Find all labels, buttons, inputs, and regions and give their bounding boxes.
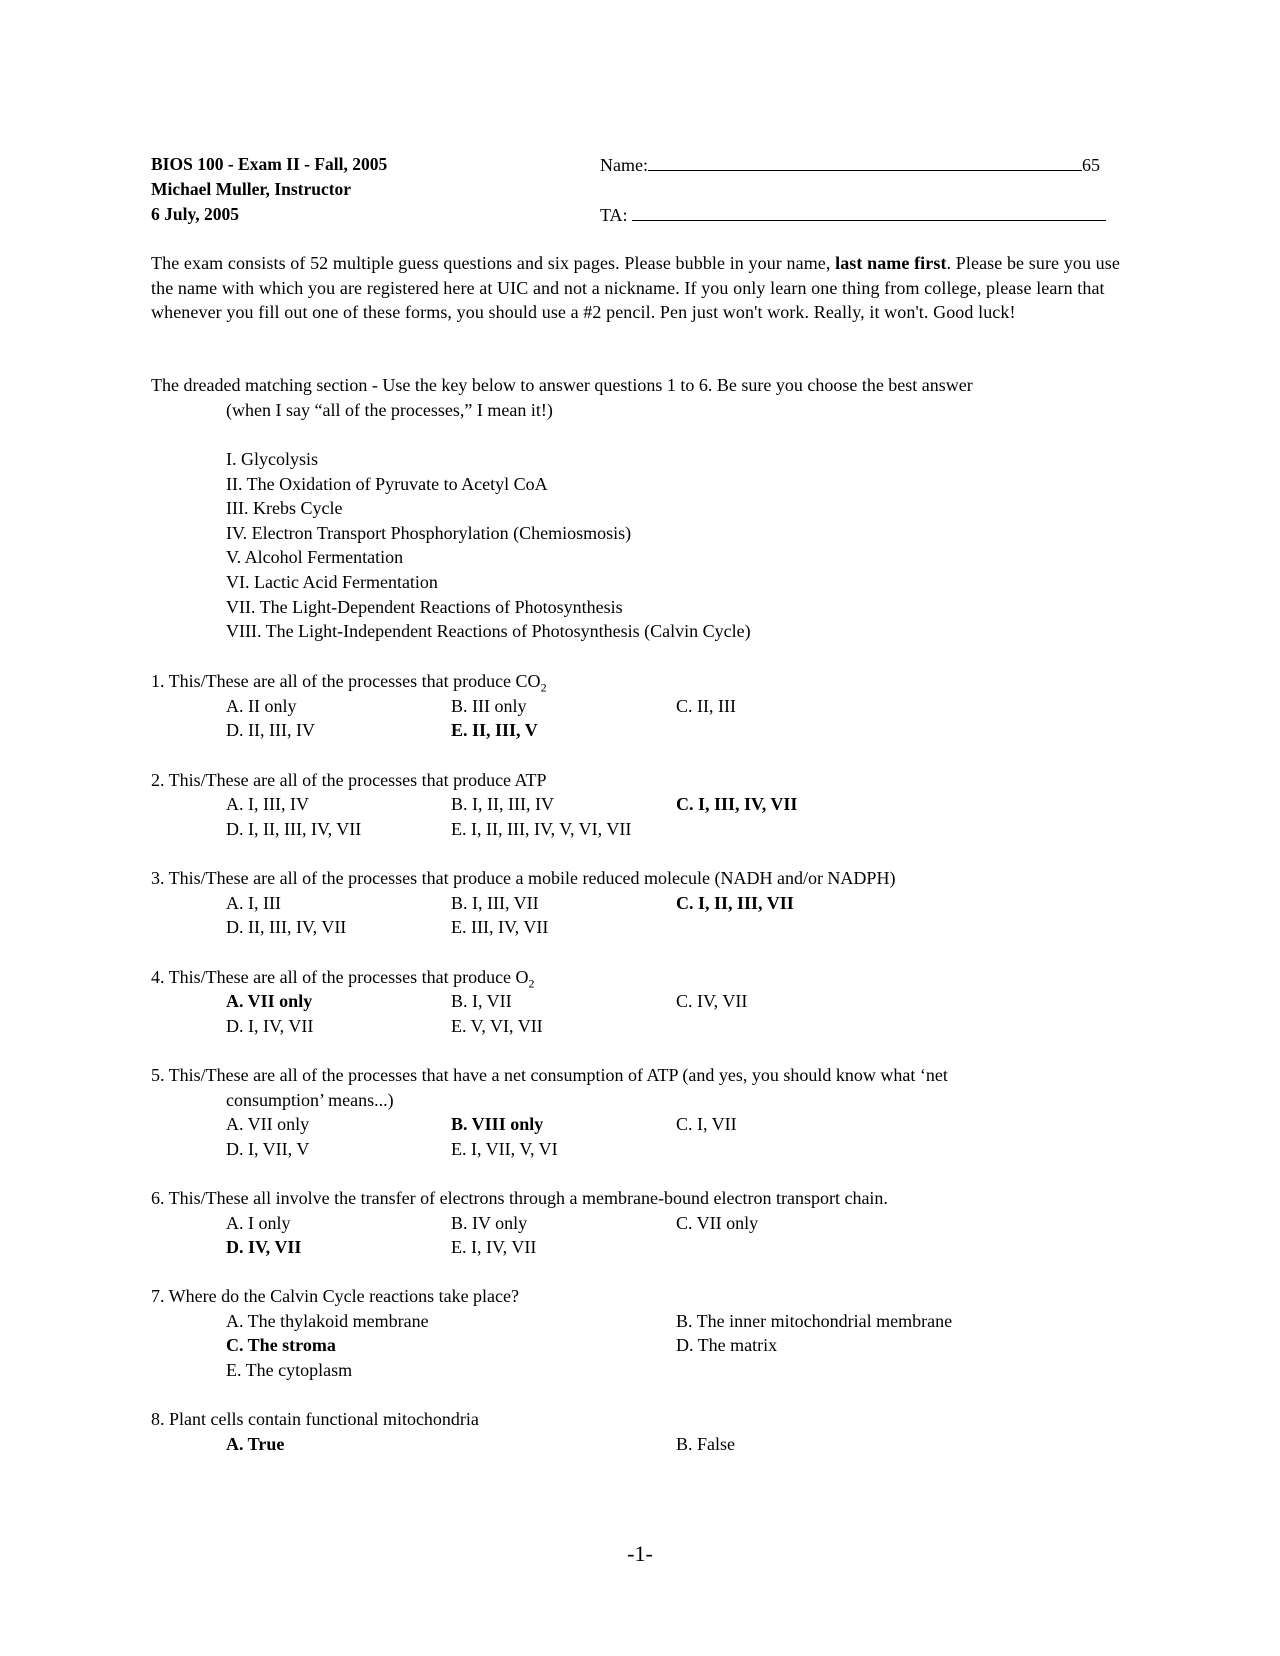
key-item: I. Glycolysis — [226, 449, 318, 469]
score: 65 — [1081, 155, 1100, 175]
q4-option-e: E. V, VI, VII — [451, 1016, 543, 1036]
question-6-stem: 6. This/These all involve the transfer of electrons through a membrane-bound electron transport chain. — [151, 1188, 888, 1208]
question-8-stem: 8. Plant cells contain functional mitochondria — [151, 1409, 479, 1429]
page-number: -1- — [627, 1541, 653, 1566]
q6-option-b: B. IV only — [451, 1213, 528, 1233]
instructions-bold: last name first — [835, 253, 947, 273]
key-item: III. Krebs Cycle — [226, 498, 343, 518]
q2-option-d: D. I, II, III, IV, VII — [226, 819, 362, 839]
matching-intro-cont: (when I say “all of the processes,” I mean it!) — [226, 400, 553, 420]
ta-blank — [632, 202, 1106, 221]
q2-option-c-answer: C. I, III, IV, VII — [676, 794, 798, 814]
q3-option-b: B. I, III, VII — [451, 893, 539, 913]
instructor-name: Michael Muller, Instructor — [151, 179, 352, 199]
question-4-text: 4. This/These are all of the processes that produce O — [151, 967, 529, 987]
ta-label: TA: — [600, 205, 628, 225]
q7-option-e: E. The cytoplasm — [226, 1360, 353, 1380]
q3-option-e: E. III, IV, VII — [451, 917, 549, 937]
q6-option-d-answer: D. IV, VII — [226, 1237, 302, 1257]
q7-option-d: D. The matrix — [676, 1335, 778, 1355]
key-item: VI. Lactic Acid Fermentation — [226, 572, 438, 592]
course-title: BIOS 100 - Exam II - Fall, 2005 — [151, 154, 388, 174]
matching-intro: The dreaded matching section - Use the key below to answer questions 1 to 6. Be sure you choose the best answer — [151, 375, 973, 395]
question-7-stem: 7. Where do the Calvin Cycle reactions take place? — [151, 1286, 520, 1306]
q7-option-c-answer: C. The stroma — [226, 1335, 336, 1355]
q1-option-b: B. III only — [451, 696, 527, 716]
q3-option-d: D. II, III, IV, VII — [226, 917, 347, 937]
q6-option-c: C. VII only — [676, 1213, 759, 1233]
subscript: 2 — [528, 976, 535, 991]
question-4-stem — [151, 965, 535, 989]
key-item: VIII. The Light-Independent Reactions of Photosynthesis (Calvin Cycle) — [226, 621, 751, 641]
question-1-text: 1. This/These are all of the processes that produce CO — [151, 671, 541, 691]
q6-option-a: A. I only — [226, 1213, 291, 1233]
question-2-stem: 2. This/These are all of the processes that produce ATP — [151, 770, 547, 790]
q5-option-a: A. VII only — [226, 1114, 310, 1134]
question-1-stem — [151, 669, 547, 693]
q5-option-d: D. I, VII, V — [226, 1139, 310, 1159]
q4-option-d: D. I, IV, VII — [226, 1016, 314, 1036]
name-field — [600, 152, 1100, 177]
q1-option-d: D. II, III, IV — [226, 720, 315, 740]
subscript: 2 — [540, 680, 547, 695]
q5-option-e: E. I, VII, V, VI — [451, 1139, 558, 1159]
q3-option-a: A. I, III — [226, 893, 281, 913]
q2-option-b: B. I, II, III, IV — [451, 794, 554, 814]
question-5-stem-cont: consumption’ means...) — [226, 1090, 394, 1110]
key-item: II. The Oxidation of Pyruvate to Acetyl CoA — [226, 474, 548, 494]
q7-option-a: A. The thylakoid membrane — [226, 1311, 429, 1331]
name-blank — [648, 152, 1082, 171]
q2-option-a: A. I, III, IV — [226, 794, 309, 814]
q1-option-c: C. II, III — [676, 696, 736, 716]
q5-option-c: C. I, VII — [676, 1114, 737, 1134]
exam-date: 6 July, 2005 — [151, 204, 240, 224]
instructions-text-end: . Please be sure you use the name with which you are registered here at UIC and not a nickname. If you only learn one thing from college, please learn that whenever you fill out one of these forms, you should use a #2 pencil. Pen just won't work. Really, it won't. Good luck! — [151, 253, 1120, 322]
q2-option-e: E. I, II, III, IV, V, VI, VII — [451, 819, 632, 839]
q4-option-b: B. I, VII — [451, 991, 512, 1011]
q5-option-b-answer: B. VIII only — [451, 1114, 544, 1134]
question-3-stem: 3. This/These are all of the processes that produce a mobile reduced molecule (NADH and/or NADPH) — [151, 868, 896, 888]
q1-option-e-answer: E. II, III, V — [451, 720, 538, 740]
q4-option-c: C. IV, VII — [676, 991, 748, 1011]
instructions-text: The exam consists of 52 multiple guess questions and six pages. Please bubble in your name, — [151, 253, 836, 273]
q4-option-a-answer: A. VII only — [226, 991, 313, 1011]
q7-option-b: B. The inner mitochondrial membrane — [676, 1311, 953, 1331]
key-item: VII. The Light-Dependent Reactions of Photosynthesis — [226, 597, 623, 617]
q1-option-a: A. II only — [226, 696, 297, 716]
q3-option-c-answer: C. I, II, III, VII — [676, 893, 794, 913]
q8-option-b: B. False — [676, 1434, 736, 1454]
instructions — [151, 251, 1131, 325]
ta-field — [600, 202, 1106, 227]
name-label: Name: — [600, 155, 648, 175]
q6-option-e: E. I, IV, VII — [451, 1237, 537, 1257]
key-item: IV. Electron Transport Phosphorylation (Chemiosmosis) — [226, 523, 632, 543]
q8-option-a-answer: A. True — [226, 1434, 285, 1454]
key-item: V. Alcohol Fermentation — [226, 547, 404, 567]
question-5-stem: 5. This/These are all of the processes that have a net consumption of ATP (and yes, you should know what ‘net — [151, 1065, 948, 1085]
